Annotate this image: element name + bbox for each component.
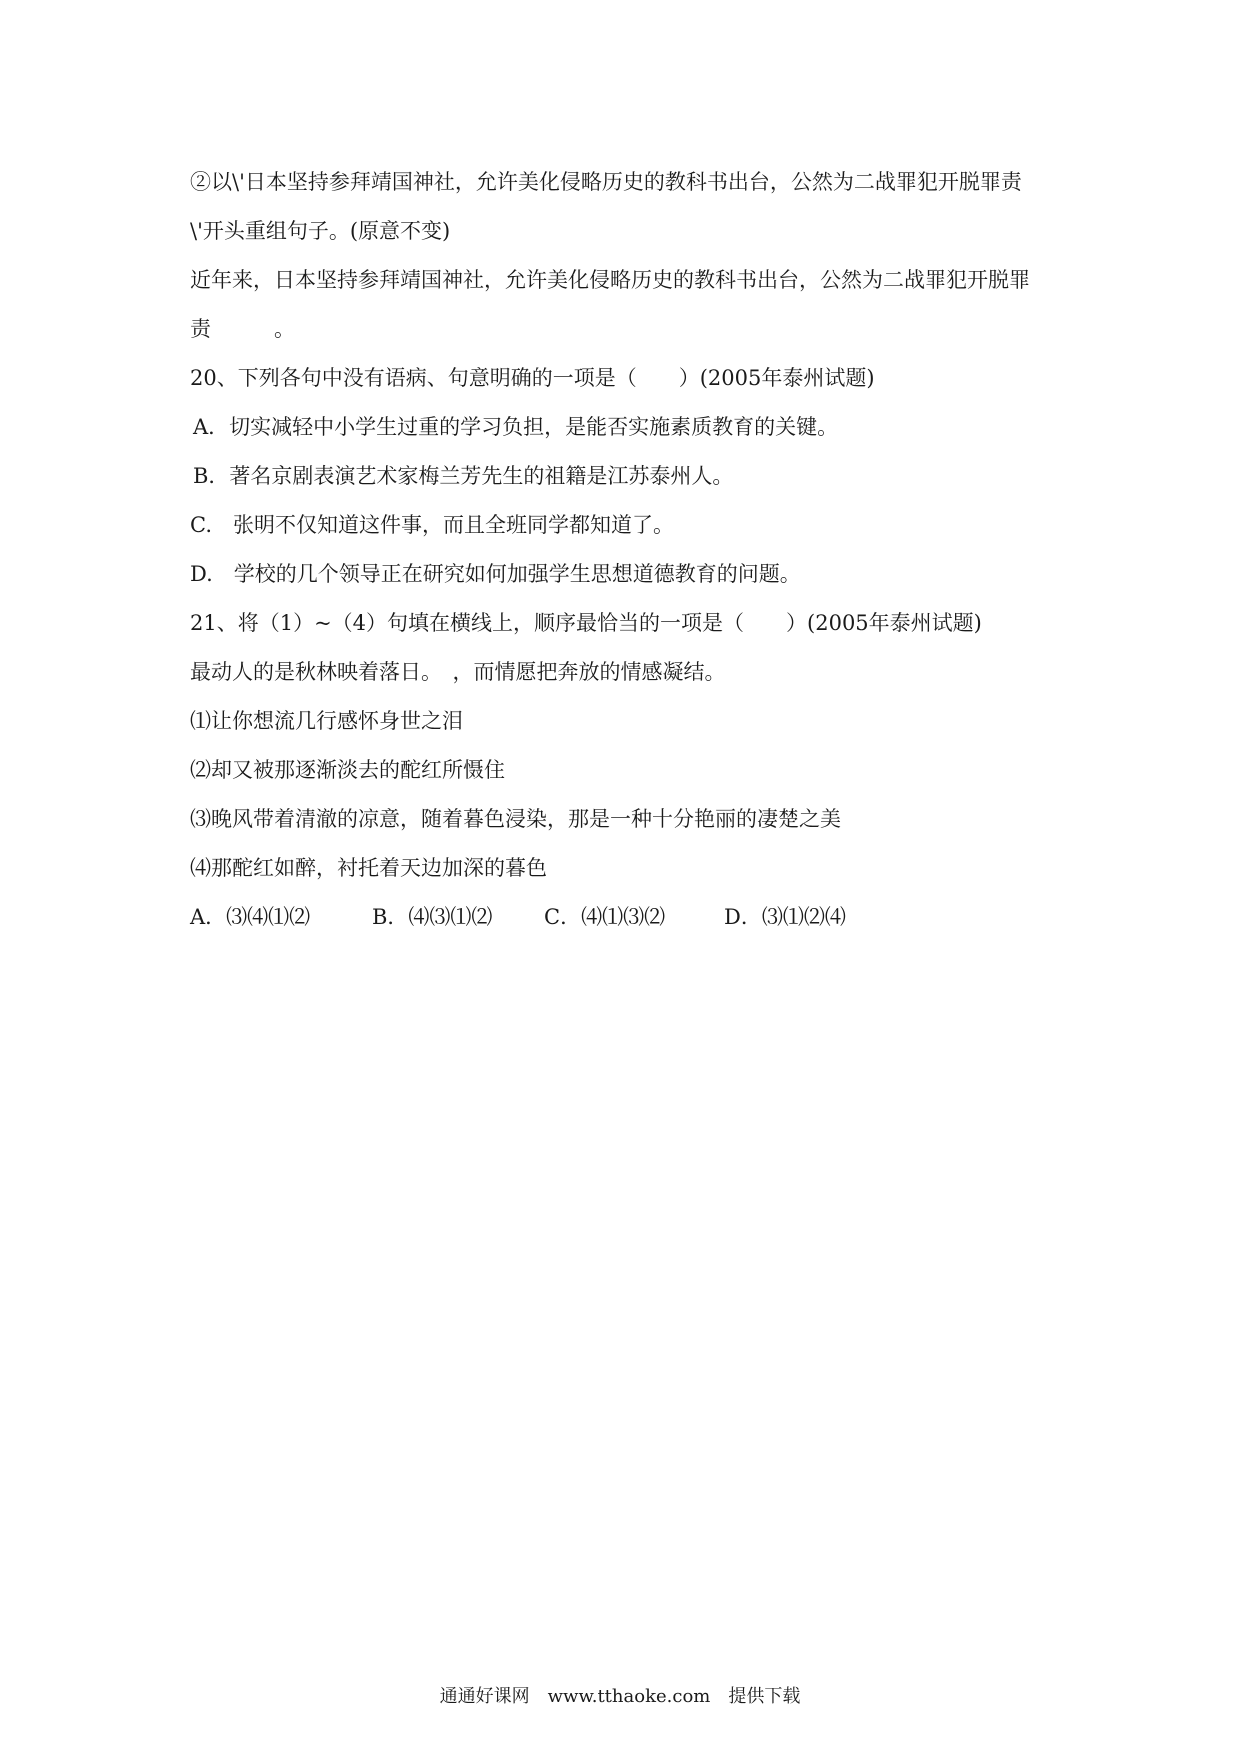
paragraph-line: 责 。 xyxy=(190,317,295,341)
question-20-option-d: D. 学校的几个领导正在研究如何加强学生思想道德教育的问题。 xyxy=(190,562,801,586)
question-20-option-a: A．切实减轻中小学生过重的学习负担，是能否实施素质教育的关键。 xyxy=(193,415,839,439)
question-21-option-b: B．⑷⑶⑴⑵ xyxy=(372,905,493,929)
sentence-1: ⑴让你想流几行感怀身世之泪 xyxy=(190,709,463,733)
paragraph-line: ②以\'日本坚持参拜靖国神社，允许美化侵略历史的教科书出台，公然为二战罪犯开脱罪责 xyxy=(190,170,1022,194)
paragraph-line: \'开头重组句子。(原意不变) xyxy=(190,219,451,243)
question-21-options xyxy=(190,893,1070,942)
question-21-option-a: A．⑶⑷⑴⑵ xyxy=(190,905,311,929)
document-body xyxy=(190,158,1070,942)
sentence-4: ⑷那酡红如醉，衬托着天边加深的暮色 xyxy=(190,856,547,880)
question-20-option-c: C. 张明不仅知道这件事，而且全班同学都知道了。 xyxy=(190,513,674,537)
page-footer: 通通好课网 www.tthaoke.com 提供下载 xyxy=(439,1686,801,1707)
sentence-3: ⑶晚风带着清澈的凉意，随着暮色浸染，那是一种十分艳丽的凄楚之美 xyxy=(190,807,841,831)
sentence-2: ⑵却又被那逐渐淡去的酡红所慑住 xyxy=(190,758,505,782)
question-21-option-c: C．⑷⑴⑶⑵ xyxy=(544,905,666,929)
question-21: 21、将（1）~（4）句填在横线上，顺序最恰当的一项是（ ）(2005年泰州试题) xyxy=(190,611,982,635)
question-20: 20、下列各句中没有语病、句意明确的一项是（ ）(2005年泰州试题) xyxy=(190,366,875,390)
question-21-stem: 最动人的是秋林映着落日。 ，而情愿把奔放的情感凝结。 xyxy=(190,660,726,684)
paragraph-line: 近年来，日本坚持参拜靖国神社，允许美化侵略历史的教科书出台，公然为二战罪犯开脱罪 xyxy=(190,268,1030,292)
question-20-option-b: B．著名京剧表演艺术家梅兰芳先生的祖籍是江苏泰州人。 xyxy=(193,464,734,488)
question-21-option-d: D．⑶⑴⑵⑷ xyxy=(724,905,846,929)
